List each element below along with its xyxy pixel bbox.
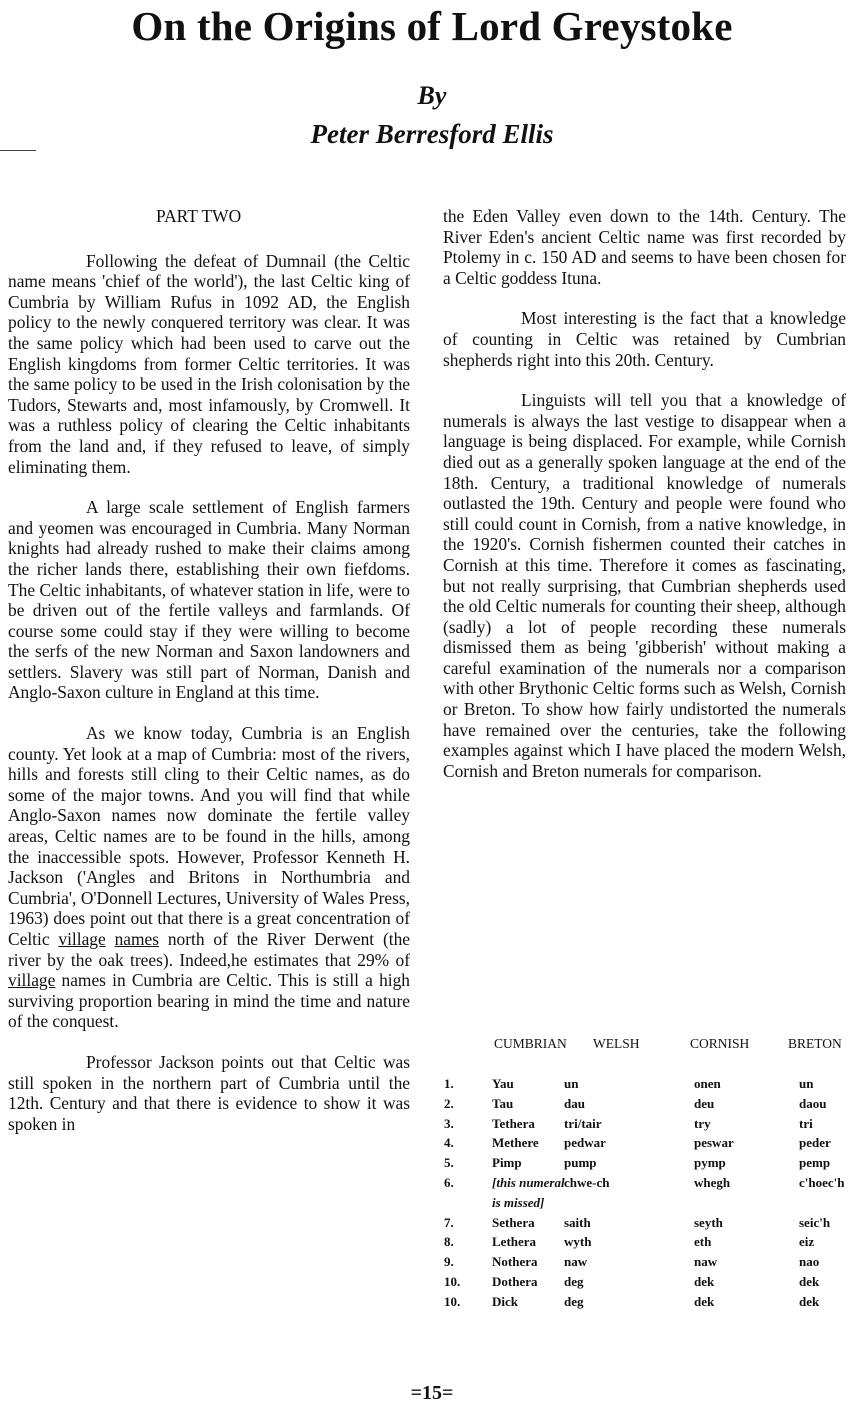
paragraph-text: names in Cumbria are Celtic. This is still a high surviving proportion bearing in mind the time and nature of the conquest. xyxy=(8,970,410,1032)
numerals-table xyxy=(444,1034,860,1312)
cumbrian-cell: [this numeral xyxy=(492,1174,565,1190)
cumbrian-cell: Nothera xyxy=(492,1254,538,1270)
cornish-cell: deu xyxy=(694,1095,715,1111)
page-number: =15= xyxy=(410,1382,454,1404)
cumbrian-cell: Tau xyxy=(492,1095,514,1111)
breton-cell: tri xyxy=(799,1115,813,1131)
row-number: 7. xyxy=(444,1214,454,1230)
table-header-row xyxy=(444,1034,860,1074)
cumbrian-cell: Tethera xyxy=(492,1115,535,1131)
cumbrian-cell: Methere xyxy=(492,1135,539,1151)
row-number: 8. xyxy=(444,1234,454,1250)
row-number: 10. xyxy=(444,1293,461,1309)
welsh-cell: deg xyxy=(564,1293,584,1309)
table-row xyxy=(444,1213,860,1233)
byline-by: By xyxy=(417,81,447,110)
right-column xyxy=(443,206,846,801)
row-number: 6. xyxy=(444,1174,454,1190)
column-header: WELSH xyxy=(593,1036,640,1051)
table-row xyxy=(444,1133,860,1153)
table-row xyxy=(444,1114,860,1134)
cornish-cell: pymp xyxy=(694,1155,726,1171)
cumbrian-cell: Sethera xyxy=(492,1214,535,1230)
welsh-cell: dau xyxy=(564,1095,585,1111)
cumbrian-cell: Dick xyxy=(492,1293,518,1309)
breton-cell: daou xyxy=(799,1095,827,1111)
paragraph: Following the defeat of Dumnail (the Celtic name means 'chief of the world'), the last Celtic king of Cumbria by William Rufus in 1092 AD, the English policy to the newly conquered territory was clear. It was the same policy which had been used to carve out the English kingdoms from former Celtic territories. It was the same policy to be used in the Irish colonisation by the Tudors, Stewarts and, most infamously, by Cromwell. It was a ruthless policy of clearing the Celtic inhabitants from the land and, if they refused to leave, of simply eliminating them. xyxy=(8,250,410,477)
table-row xyxy=(444,1153,860,1173)
cornish-cell: dek xyxy=(694,1273,715,1289)
breton-cell: un xyxy=(799,1076,814,1091)
row-number: 2. xyxy=(444,1095,454,1111)
breton-cell: peder xyxy=(799,1135,831,1151)
breton-cell: seic'h xyxy=(799,1214,831,1230)
cornish-cell: eth xyxy=(694,1234,712,1250)
paragraph-text: As we know today, Cumbria is an English county. Yet look at a map of Cumbria: most of the rivers, hills and forests still cling to their Celtic names, as do some of the major towns. And you will find that while Anglo-Saxon names now dominate the fertile valley areas, Celtic names are to be found in the hills, among the inaccessible spots. However, Professor Kenneth H. Jackson ('Angles and Britons in Northumbria and Cumbria', O'Donnell Lectures, University of Wales Press, 1963) does point out that there is a great concentration of Celtic xyxy=(8,723,410,949)
breton-cell: dek xyxy=(799,1293,820,1309)
table-row-continuation xyxy=(444,1193,860,1213)
table-row xyxy=(444,1173,860,1193)
cornish-cell: try xyxy=(694,1115,711,1131)
article-title: On the Origins of Lord Greystoke xyxy=(131,3,733,49)
table-row xyxy=(444,1232,860,1252)
welsh-cell: un xyxy=(564,1076,579,1091)
welsh-cell: tri/tair xyxy=(564,1115,602,1131)
column-header: CUMBRIAN xyxy=(494,1036,567,1051)
cumbrian-cell: is missed] xyxy=(492,1194,545,1210)
row-number: 3. xyxy=(444,1115,454,1131)
row-number: 9. xyxy=(444,1254,454,1270)
cumbrian-cell: Lethera xyxy=(492,1234,537,1250)
cornish-cell: seyth xyxy=(694,1214,723,1230)
column-header: BRETON xyxy=(788,1036,842,1051)
cornish-cell: whegh xyxy=(694,1174,731,1190)
row-number: 5. xyxy=(444,1155,454,1171)
welsh-cell: pedwar xyxy=(564,1135,606,1151)
table-row xyxy=(444,1272,860,1292)
paragraph xyxy=(8,723,410,1032)
underlined-word: names xyxy=(114,929,159,949)
welsh-cell: naw xyxy=(564,1254,588,1270)
row-number: 4. xyxy=(444,1135,454,1151)
row-number: 10. xyxy=(444,1273,461,1289)
welsh-cell: saith xyxy=(564,1214,591,1230)
paragraph: A large scale settlement of English farmers and yeomen was encouraged in Cumbria. Many Norman knights had already rushed to make their claims among the richer lands there, establishing their own fiefdoms. The Celtic inhabitants, of whatever station in life, were to be driven out of the fertile valleys and farmlands. Of course some could stay if they were willing to become the serfs of the new Norman and Saxon landowners and settlers. Slavery was still part of Norman, Danish and Anglo-Saxon culture in England at this time. xyxy=(8,497,410,703)
paragraph: Most interesting is the fact that a knowledge of counting in Celtic was retained by Cumbrian shepherds right into this 20th. Century. xyxy=(443,308,846,370)
paragraph: Professor Jackson points out that Celtic was still spoken in the northern part of Cumbria until the 12th. Century and that there is evidence to show it was spoken in xyxy=(8,1051,410,1134)
cornish-cell: onen xyxy=(694,1076,721,1091)
cumbrian-cell: Yau xyxy=(492,1076,514,1091)
cornish-cell: naw xyxy=(694,1254,718,1270)
underlined-word: village xyxy=(58,929,106,949)
welsh-cell: pump xyxy=(564,1155,597,1171)
cumbrian-cell: Dothera xyxy=(492,1273,538,1289)
welsh-cell: chwe-ch xyxy=(564,1174,610,1190)
row-number: 1. xyxy=(444,1076,454,1091)
table-row xyxy=(444,1292,860,1312)
underlined-word: village xyxy=(8,970,56,991)
table-body xyxy=(444,1074,860,1312)
paragraph: Linguists will tell you that a knowledge of numerals is always the last vestige to disappear when a language is being displaced. For example, while Cornish died out as a generally spoken language at the end of the 18th. Century, a traditional knowledge of numerals outlasted the 19th. Century and people were found who still could count in Cornish, from a native knowledge, in the 1920's. Cornish fishermen counted their catches in Cornish at this time. Therefore it comes as fascinating, but not really surprising, that Cumbrian shepherds used the old Celtic numerals for counting their sheep, although (sadly) a lot of people recording these numerals dismissed them as being 'gibberish' without making a careful examination of the numerals nor a comparison with other Brythonic Celtic forms such as Welsh, Cornish or Breton. To show how fairly undistorted the numerals have remained over the centuries, take the following examples against which I have placed the modern Welsh, Cornish and Breton numerals for comparison. xyxy=(443,390,846,781)
breton-cell: pemp xyxy=(799,1155,831,1171)
table-row xyxy=(444,1074,860,1094)
breton-cell: eiz xyxy=(799,1234,815,1250)
author-name: Peter Berresford Ellis xyxy=(310,119,554,149)
welsh-cell: deg xyxy=(564,1273,584,1289)
welsh-cell: wyth xyxy=(564,1234,592,1250)
cornish-cell: dek xyxy=(694,1293,715,1309)
cumbrian-cell: Pimp xyxy=(492,1155,522,1171)
section-heading: PART TWO xyxy=(156,206,242,226)
table-row xyxy=(444,1094,860,1114)
margin-rule xyxy=(0,150,36,151)
cornish-cell: peswar xyxy=(694,1135,734,1151)
table-row xyxy=(444,1252,860,1272)
breton-cell: c'hoec'h xyxy=(799,1174,845,1190)
breton-cell: nao xyxy=(799,1254,820,1270)
paragraph-text: north of the River Derwent (the river by the oak trees). Indeed,he estimates that 29% of xyxy=(8,929,410,970)
left-column xyxy=(8,206,410,1154)
paragraph: the Eden Valley even down to the 14th. Century. The River Eden's ancient Celtic name was first recorded by Ptolemy in c. 150 AD and seems to have been chosen for a Celtic goddess Ituna. xyxy=(443,206,846,288)
breton-cell: dek xyxy=(799,1273,820,1289)
column-header: CORNISH xyxy=(690,1036,750,1051)
